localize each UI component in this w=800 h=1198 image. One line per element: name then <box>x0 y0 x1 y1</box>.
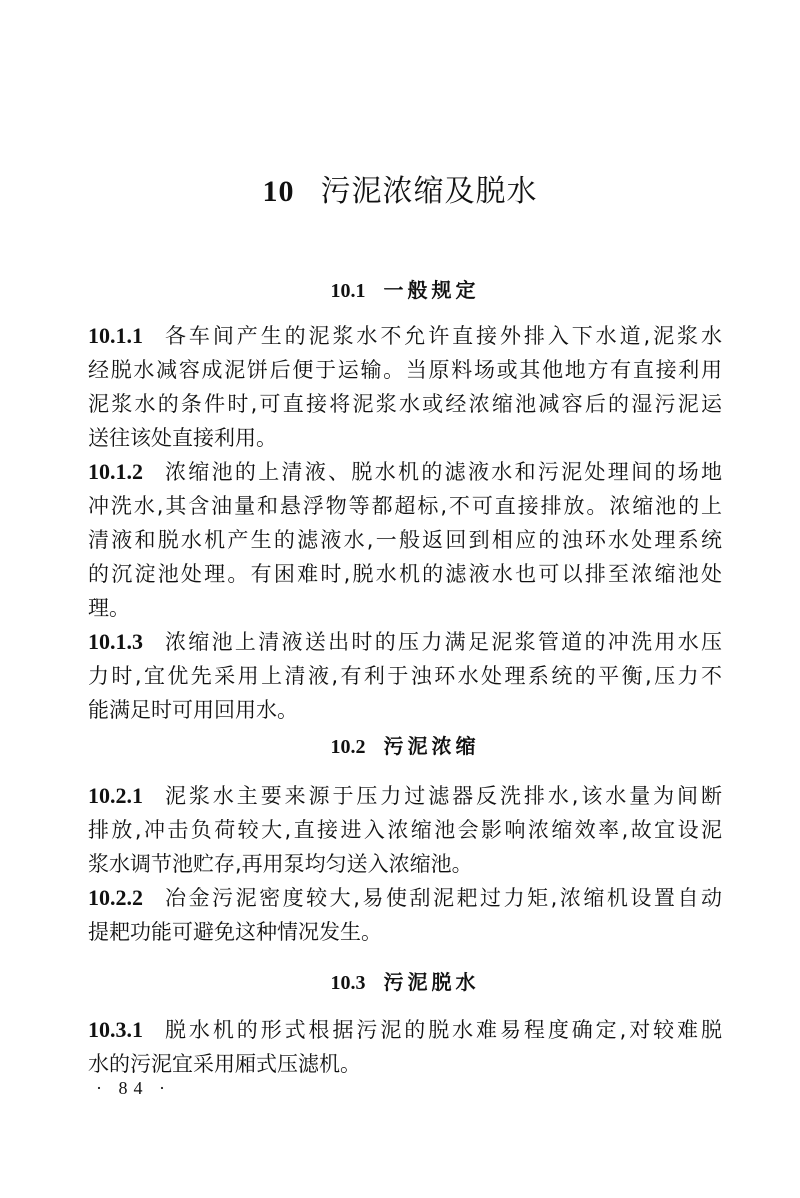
text-line <box>88 659 722 693</box>
line-text: 理。 <box>88 596 130 620</box>
section-heading <box>88 965 722 999</box>
clause <box>88 881 722 949</box>
text-line <box>88 779 722 813</box>
text-line <box>88 523 722 557</box>
section-number: 10.2 <box>330 736 366 758</box>
line-text: 泥浆水主要来源于压力过滤器反洗排水,该水量为间断 <box>165 784 722 808</box>
line-text: 能满足时可用回用水。 <box>88 698 298 722</box>
clause-number: 10.1.3 <box>88 629 143 654</box>
line-text: 清液和脱水机产生的滤液水,一般返回到相应的浊环水处理系统 <box>88 528 722 552</box>
line-text: 浓缩池的上清液、脱水机的滤液水和污泥处理间的场地 <box>165 460 722 484</box>
section-heading <box>88 729 722 763</box>
section-number: 10.3 <box>330 972 366 994</box>
clause-number: 10.2.2 <box>88 885 143 910</box>
section-title: 污泥脱水 <box>383 970 480 994</box>
clause <box>88 1013 722 1081</box>
line-text: 经脱水减容成泥饼后便于运输。当原料场或其他地方有直接利用 <box>88 358 722 382</box>
text-line <box>88 387 722 421</box>
text-line <box>88 881 722 915</box>
chapter-number: 10 <box>262 175 295 208</box>
clause-number: 10.1.2 <box>88 459 143 484</box>
text-line <box>88 915 722 949</box>
section-heading <box>88 273 722 307</box>
clause-number: 10.3.1 <box>88 1017 143 1042</box>
text-line <box>88 693 722 727</box>
line-text: 提耙功能可避免这种情况发生。 <box>88 920 382 944</box>
line-text: 水的污泥宜采用厢式压滤机。 <box>88 1052 361 1076</box>
line-text: 浆水调节池贮存,再用泵均匀送入浓缩池。 <box>88 852 473 876</box>
text-line <box>88 625 722 659</box>
text-line <box>88 489 722 523</box>
clause-number: 10.1.1 <box>88 323 143 348</box>
line-text: 浓缩池上清液送出时的压力满足泥浆管道的冲洗用水压 <box>165 630 722 654</box>
line-text: 力时,宜优先采用上清液,有利于浊环水处理系统的平衡,压力不 <box>88 664 722 688</box>
line-text: 送往该处直接利用。 <box>88 426 277 450</box>
line-text: 排放,冲击负荷较大,直接进入浓缩池会影响浓缩效率,故宜设泥 <box>88 818 722 842</box>
section-number: 10.1 <box>330 280 366 302</box>
clause <box>88 779 722 881</box>
text-line <box>88 455 722 489</box>
line-text: 各车间产生的泥浆水不允许直接外排入下水道,泥浆水 <box>165 324 722 348</box>
text-line <box>88 557 722 591</box>
clause <box>88 455 722 625</box>
clause-number: 10.2.1 <box>88 783 143 808</box>
section-title: 污泥浓缩 <box>383 734 480 758</box>
line-text: 的沉淀池处理。有困难时,脱水机的滤液水也可以排至浓缩池处 <box>88 562 722 586</box>
section-title: 一般规定 <box>383 278 480 302</box>
line-text: 泥浆水的条件时,可直接将泥浆水或经浓缩池减容后的湿污泥运 <box>88 392 722 416</box>
line-text: 冲洗水,其含油量和悬浮物等都超标,不可直接排放。浓缩池的上 <box>88 494 722 518</box>
chapter-title-text: 污泥浓缩及脱水 <box>320 174 538 209</box>
document-body <box>88 0 722 1081</box>
text-line <box>88 1047 722 1081</box>
text-line <box>88 421 722 455</box>
text-line <box>88 1013 722 1047</box>
line-text: 脱水机的形式根据污泥的脱水难易程度确定,对较难脱 <box>165 1018 722 1042</box>
text-line <box>88 591 722 625</box>
text-line <box>88 847 722 881</box>
text-line <box>88 319 722 353</box>
clause <box>88 319 722 455</box>
text-line <box>88 353 722 387</box>
text-line <box>88 813 722 847</box>
page-number: · 84 · <box>96 1078 171 1098</box>
clause <box>88 625 722 727</box>
line-text: 冶金污泥密度较大,易使刮泥耙过力矩,浓缩机设置自动 <box>165 886 722 910</box>
